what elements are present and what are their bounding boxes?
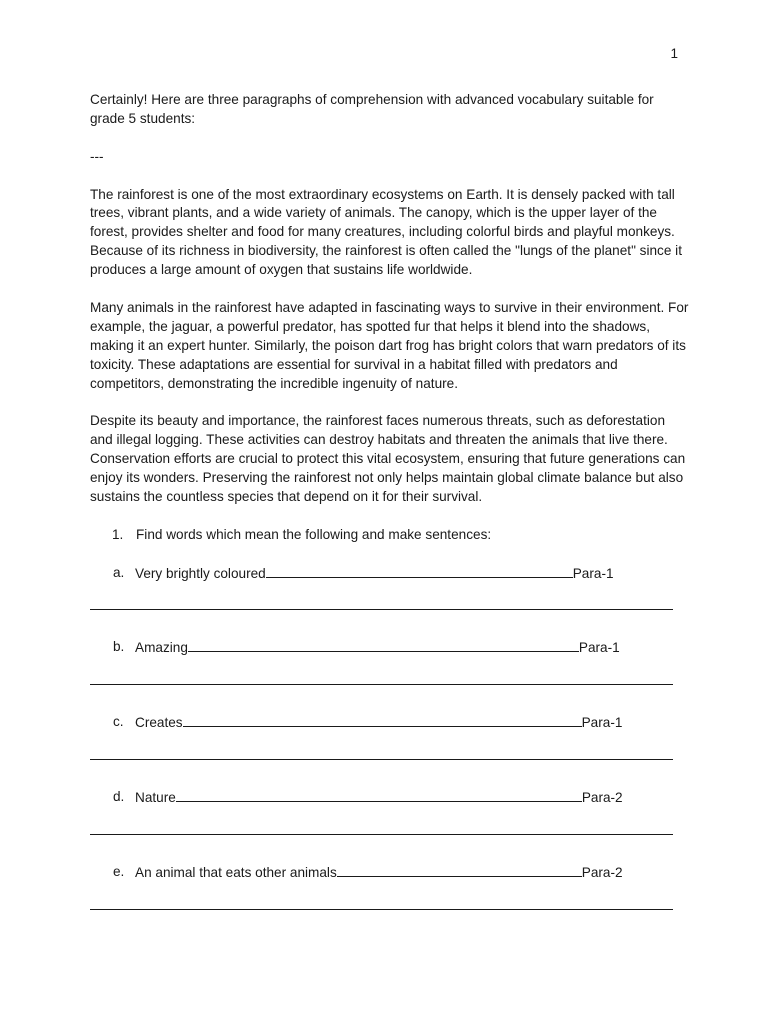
vocab-item-d bbox=[90, 788, 690, 807]
item-para: Para-1 bbox=[581, 715, 623, 731]
item-prompt: Amazing bbox=[135, 640, 188, 656]
sentence-answer-line[interactable] bbox=[90, 834, 673, 835]
word-blank[interactable] bbox=[176, 788, 582, 802]
question-number: 1. bbox=[112, 526, 124, 542]
question-1 bbox=[90, 526, 690, 545]
item-para: Para-1 bbox=[578, 640, 620, 656]
word-blank[interactable] bbox=[183, 713, 582, 727]
item-prompt: An animal that eats other animals bbox=[135, 865, 337, 881]
sentence-answer-line[interactable] bbox=[90, 759, 673, 760]
word-blank[interactable] bbox=[337, 863, 582, 877]
vocab-item-b bbox=[90, 638, 690, 657]
separator: --- bbox=[90, 148, 104, 164]
paragraph-2: Many animals in the rainforest have adapted in fascinating ways to survive in their environment. For example, the jaguar, a powerful predator, has spotted fur that helps it blend into the shadows, making it an expert hunter. Similarly, the poison dart frog has bright colors that warn predators of its toxicity. These adaptations are essential for survival in a habitat filled with predators and competitors, demonstrating the incredible ingenuity of nature. bbox=[90, 299, 689, 391]
item-letter: e. bbox=[113, 864, 125, 880]
sentence-answer-line[interactable] bbox=[90, 684, 673, 685]
item-prompt: Creates bbox=[135, 715, 183, 731]
sentence-answer-line[interactable] bbox=[90, 909, 673, 910]
item-para: Para-2 bbox=[581, 790, 623, 806]
vocab-item-e bbox=[90, 863, 690, 882]
page-number: 1 bbox=[670, 46, 678, 61]
item-para: Para-1 bbox=[572, 565, 614, 581]
item-prompt: Nature bbox=[135, 790, 176, 806]
item-prompt: Very brightly coloured bbox=[135, 565, 266, 581]
word-blank[interactable] bbox=[266, 564, 573, 578]
paragraph-1: The rainforest is one of the most extraordinary ecosystems on Earth. It is densely packed with tall trees, vibrant plants, and a wide variety of animals. The canopy, which is the upper layer of the forest, provides shelter and food for many creatures, including colorful birds and playful monkeys. Because of its richness in biodiversity, the rainforest is often called the "lungs of the planet" since it produces a large amount of oxygen that sustains life worldwide. bbox=[90, 186, 682, 278]
vocab-item-a bbox=[90, 564, 690, 583]
item-letter: b. bbox=[113, 639, 125, 655]
word-blank[interactable] bbox=[188, 638, 579, 652]
question-text: Find words which mean the following and make sentences: bbox=[136, 526, 492, 542]
item-letter: a. bbox=[113, 564, 125, 580]
vocab-item-c bbox=[90, 713, 690, 732]
document-body bbox=[90, 91, 690, 938]
item-para: Para-2 bbox=[581, 865, 623, 881]
item-letter: d. bbox=[113, 789, 125, 805]
intro-text: Certainly! Here are three paragraphs of comprehension with advanced vocabulary suitable for grade 5 students: bbox=[90, 92, 654, 126]
item-letter: c. bbox=[113, 714, 124, 730]
paragraph-3: Despite its beauty and importance, the rainforest faces numerous threats, such as deforestation and illegal logging. These activities can destroy habitats and threaten the animals that live there. Conservation efforts are crucial to protect this vital ecosystem, ensuring that future generations can enjoy its wonders. Preserving the rainforest not only helps maintain global climate balance but also sustains the countless species that depend on it for their survival. bbox=[90, 413, 686, 504]
sentence-answer-line[interactable] bbox=[90, 609, 673, 610]
